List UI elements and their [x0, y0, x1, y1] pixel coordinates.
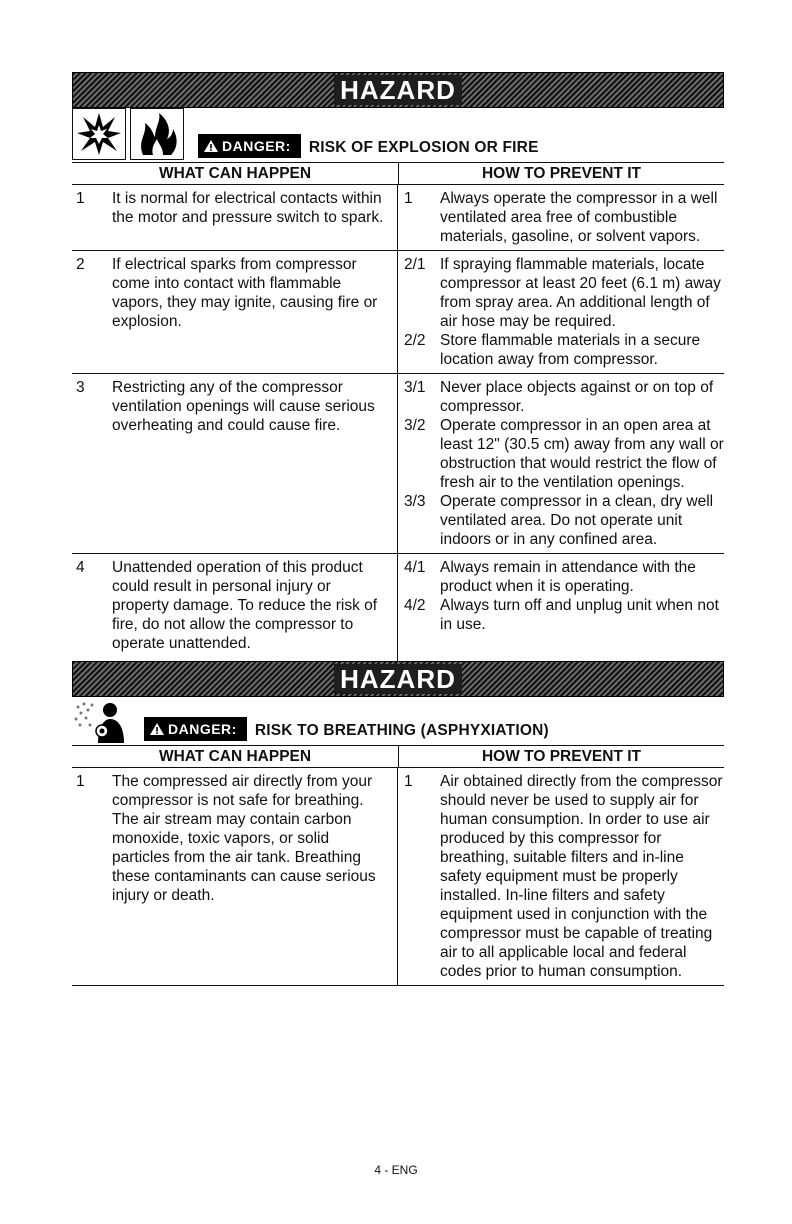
item-text: Restricting any of the compressor ventilation openings will cause serious overheating and could cause fire.: [112, 379, 375, 434]
risk-title: RISK OF EXPLOSION OR FIRE: [308, 139, 539, 156]
item-text: Always operate the compressor in a well ventilated area free of combustible materials, gasoline, or solvent vapors.: [440, 190, 718, 245]
what-can-happen-cell: [72, 554, 398, 661]
danger-label: DANGER:: [222, 138, 291, 154]
danger-label: DANGER:: [168, 721, 237, 737]
item-number: 4/2: [404, 597, 426, 614]
item-number: 2/1: [404, 256, 426, 273]
item-text: It is normal for electrical contacts within the motor and pressure switch to spark.: [112, 190, 384, 226]
item-number: 1: [404, 773, 413, 790]
item-text: Operate compressor in an open area at least 12" (30.5 cm) away from any wall or obstruction that would restrict the flow of fresh air to the ventilation openings.: [440, 417, 724, 491]
column-headers: [72, 163, 724, 185]
what-can-happen-cell: [72, 374, 398, 553]
page-number: 4 - ENG: [374, 1163, 418, 1177]
hazard-row: [72, 768, 724, 986]
page-content: [72, 72, 724, 986]
item-number: 1: [404, 190, 413, 207]
how-to-prevent-cell: [398, 185, 724, 250]
fire-icon: [130, 108, 184, 160]
explosion-icon: [72, 108, 126, 160]
hazard-row: [72, 185, 724, 251]
item-text: If spraying flammable materials, locate compressor at least 20 feet (6.1 m) away from spray area. An additional length of air hose may be required.: [440, 256, 721, 330]
item-text: Air obtained directly from the compressor should never be used to supply air for human consumption. In order to use air produced by this compressor for breathing, suitable filters and in-line safety equipment must be properly installed. In-line filters and safety equipment used in conjunction with the compressor must be capable of treating air to all applicable local and federal codes prior to human consumption.: [440, 773, 723, 980]
what-can-happen-cell: [72, 251, 398, 373]
warning-triangle-icon: [204, 140, 218, 152]
item-number: 1: [76, 773, 85, 790]
item-text: The compressed air directly from your compressor is not safe for breathing. The air stream may contain carbon monoxide, toxic vapors, or solid particles from the air tank. Breathing these contaminants can cause serious injury or death.: [112, 773, 376, 904]
hazard-banner: [72, 72, 724, 108]
how-to-prevent-cell: [398, 374, 724, 553]
column-headers: [72, 746, 724, 768]
hazard-banner-text: HAZARD: [334, 75, 462, 105]
item-number: 2/2: [404, 332, 426, 349]
item-number: 3/3: [404, 493, 426, 510]
hazard-row: [72, 374, 724, 554]
item-text: Always turn off and unplug unit when not in use.: [440, 597, 719, 633]
item-number: 3/1: [404, 379, 426, 396]
item-number: 1: [76, 190, 85, 207]
item-number: 3: [76, 379, 85, 396]
what-can-happen-cell: [72, 768, 398, 985]
how-to-prevent-cell: [398, 251, 724, 373]
item-number: 4/1: [404, 559, 426, 576]
item-text: Store flammable materials in a secure location away from compressor.: [440, 332, 701, 368]
item-text: Always remain in attendance with the product when it is operating.: [440, 559, 696, 595]
what-can-happen-header: WHAT CAN HAPPEN: [72, 746, 399, 767]
item-number: 3/2: [404, 417, 426, 434]
risk-title-row: [72, 697, 724, 746]
risk-title: RISK TO BREATHING (ASPHYXIATION): [254, 722, 549, 739]
hazard-row: [72, 251, 724, 374]
breathing-hazard-icon: [72, 699, 128, 743]
hazard-banner-text: HAZARD: [334, 664, 462, 694]
danger-badge: [198, 134, 301, 158]
hazard-row: [72, 554, 724, 661]
item-text: If electrical sparks from compressor come into contact with flammable vapors, they may ignite, causing fire or explosion.: [112, 256, 378, 330]
how-to-prevent-cell: [398, 768, 724, 985]
item-number: 4: [76, 559, 85, 576]
what-can-happen-cell: [72, 185, 398, 250]
how-to-prevent-cell: [398, 554, 724, 661]
item-text: Never place objects against or on top of compressor.: [440, 379, 714, 415]
risk-title-row: [72, 108, 724, 163]
what-can-happen-header: WHAT CAN HAPPEN: [72, 163, 399, 184]
item-text: Unattended operation of this product could result in personal injury or property damage. To reduce the risk of fire, do not allow the compressor to operate unattended.: [112, 559, 378, 652]
how-to-prevent-header: HOW TO PREVENT IT: [481, 165, 642, 182]
hazard-banner: [72, 661, 724, 697]
item-text: Operate compressor in a clean, dry well ventilated area. Do not operate unit indoors or in any confined area.: [440, 493, 714, 548]
warning-triangle-icon: [150, 723, 164, 735]
item-number: 2: [76, 256, 85, 273]
danger-badge: [144, 717, 247, 741]
how-to-prevent-header: HOW TO PREVENT IT: [481, 748, 642, 765]
